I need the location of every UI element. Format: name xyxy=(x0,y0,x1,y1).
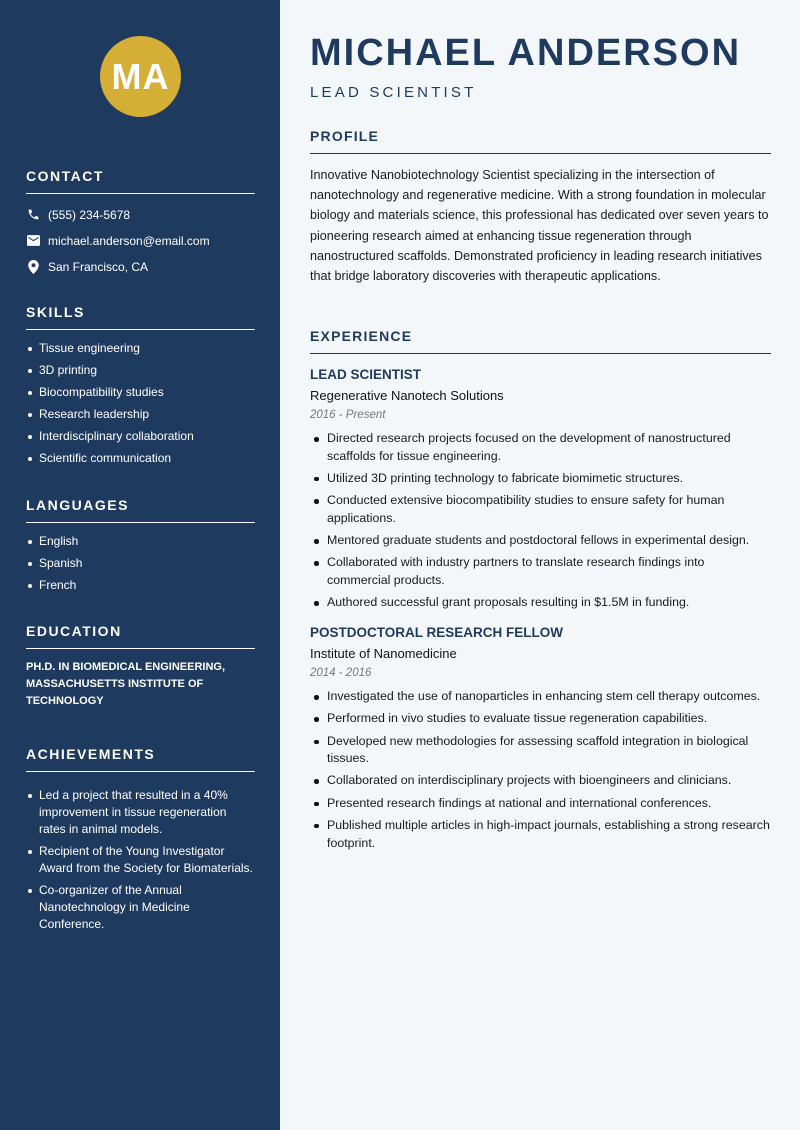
candidate-title: LEAD SCIENTIST xyxy=(310,84,477,101)
profile-heading: PROFILE xyxy=(310,128,771,154)
avatar xyxy=(100,36,181,117)
languages-section xyxy=(26,497,255,599)
candidate-name: MICHAEL ANDERSON xyxy=(310,32,742,74)
job-dates: 2014 - 2016 xyxy=(310,667,372,680)
skills-section xyxy=(26,304,255,472)
contact-location-text: San Francisco, CA xyxy=(48,259,149,274)
job-title: POSTDOCTORAL RESEARCH FELLOW xyxy=(310,625,564,641)
education-heading: EDUCATION xyxy=(26,623,255,649)
job-bullet: Directed research projects focused on the development of nanostructured scaffolds for tissue engineering. xyxy=(310,430,771,466)
location-pin-icon xyxy=(26,260,40,274)
contact-email xyxy=(26,233,255,248)
job-bullet: Conducted extensive biocompatibility studies to ensure safety for human applications. xyxy=(310,492,771,528)
languages-heading: LANGUAGES xyxy=(26,497,255,523)
contact-location xyxy=(26,259,255,274)
achievement-item: Led a project that resulted in a 40% improvement in tissue regeneration rates in animal models. xyxy=(26,787,255,838)
phone-icon xyxy=(26,208,40,222)
contact-phone xyxy=(26,207,255,222)
education-section xyxy=(26,623,255,710)
skills-list xyxy=(26,340,255,467)
profile-text: Innovative Nanobiotechnology Scientist specializing in the intersection of nanotechnology and regenerative medicine. With a strong foundation in molecular biology and materials science, this professional has dedicated over seven years to pioneering research aimed at enhancing tissue regeneration through nanostructured scaffolds. Demonstrated proficiency in leading research initiatives that bridge laboratory discoveries with therapeutic applications. xyxy=(310,168,769,284)
job-bullet: Presented research findings at national and international conferences. xyxy=(310,795,771,813)
job-bullet: Collaborated on interdisciplinary projects with bioengineers and clinicians. xyxy=(310,772,771,790)
job-dates: 2016 - Present xyxy=(310,409,386,421)
contact-section xyxy=(26,168,255,274)
skill-item: Biocompatibility studies xyxy=(26,384,255,401)
skill-item: Scientific communication xyxy=(26,450,255,467)
job-bullets xyxy=(310,688,771,852)
job-title: LEAD SCIENTIST xyxy=(310,367,422,382)
skill-item: 3D printing xyxy=(26,362,255,379)
job-entry xyxy=(310,367,771,612)
languages-list xyxy=(26,533,255,594)
language-item: Spanish xyxy=(26,555,255,572)
language-item: English xyxy=(26,533,255,550)
contact-heading: CONTACT xyxy=(26,168,255,194)
experience-section xyxy=(310,328,771,857)
job-bullet: Mentored graduate students and postdoctoral fellows in experimental design. xyxy=(310,532,771,550)
job-bullet: Developed new methodologies for assessing scaffold integration in biological tissues. xyxy=(310,733,771,769)
experience-heading: EXPERIENCE xyxy=(310,328,771,354)
achievement-item: Co-organizer of the Annual Nanotechnology in Medicine Conference. xyxy=(26,882,255,933)
job-bullets xyxy=(310,430,771,612)
achievement-item: Recipient of the Young Investigator Award from the Society for Biomaterials. xyxy=(26,843,255,877)
skill-item: Research leadership xyxy=(26,406,255,423)
profile-section xyxy=(310,128,771,286)
achievements-list xyxy=(26,787,255,933)
contact-email-text[interactable]: michael.anderson@email.com xyxy=(48,233,210,248)
achievements-section xyxy=(26,746,255,938)
job-bullet: Authored successful grant proposals resulting in $1.5M in funding. xyxy=(310,594,771,612)
job-bullet: Utilized 3D printing technology to fabricate biomimetic structures. xyxy=(310,470,771,488)
skill-item: Tissue engineering xyxy=(26,340,255,357)
avatar-initials: MA xyxy=(111,55,170,97)
achievements-heading: ACHIEVEMENTS xyxy=(26,746,255,772)
contact-phone-text[interactable]: (555) 234-5678 xyxy=(48,207,131,222)
email-icon xyxy=(26,234,40,248)
job-company: Institute of Nanomedicine xyxy=(310,646,457,662)
job-company: Regenerative Nanotech Solutions xyxy=(310,388,504,403)
job-bullet: Collaborated with industry partners to translate research findings into commercial products. xyxy=(310,554,771,590)
job-bullet: Investigated the use of nanoparticles in enhancing stem cell therapy outcomes. xyxy=(310,688,771,706)
sidebar xyxy=(0,0,280,1130)
education-degree: PH.D. IN BIOMEDICAL ENGINEERING, MASSACHUSETTS INSTITUTE OF TECHNOLOGY xyxy=(26,661,226,707)
job-entry xyxy=(310,625,771,852)
language-item: French xyxy=(26,577,255,594)
job-bullet: Performed in vivo studies to evaluate tissue regeneration capabilities. xyxy=(310,710,771,728)
skill-item: Interdisciplinary collaboration xyxy=(26,428,255,445)
skills-heading: SKILLS xyxy=(26,304,255,330)
job-bullet: Published multiple articles in high-impact journals, establishing a strong research footprint. xyxy=(310,817,771,853)
